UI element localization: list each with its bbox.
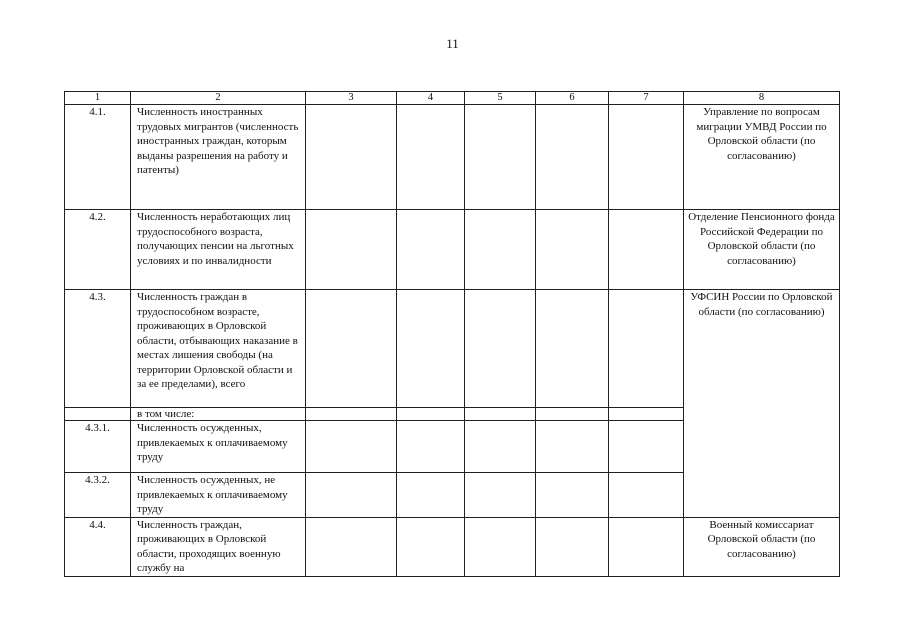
header-cell: 5 bbox=[465, 92, 536, 105]
value-cell bbox=[306, 473, 397, 518]
value-cell bbox=[465, 421, 536, 473]
value-cell bbox=[465, 290, 536, 408]
value-cell bbox=[536, 473, 609, 518]
value-cell bbox=[609, 210, 684, 290]
value-cell bbox=[306, 290, 397, 408]
value-cell bbox=[536, 290, 609, 408]
table-row bbox=[65, 290, 840, 408]
table-row bbox=[65, 105, 840, 210]
responsible-body: Отделение Пенсионного фонда Российской Федерации по Орловской области (по согласованию) bbox=[684, 210, 840, 290]
value-cell bbox=[397, 105, 465, 210]
indicator-name: Численность осужденных, привлекаемых к оплачиваемому труду bbox=[131, 421, 306, 473]
header-cell: 1 bbox=[65, 92, 131, 105]
value-cell bbox=[465, 517, 536, 576]
page-number: 11 bbox=[446, 36, 459, 51]
responsible-body: Военный комиссариат Орловской области (по согласованию) bbox=[684, 517, 840, 576]
indicator-subheading: в том числе: bbox=[131, 408, 306, 421]
value-cell bbox=[306, 408, 397, 421]
responsible-body: Управление по вопросам миграции УМВД России по Орловской области (по согласованию) bbox=[684, 105, 840, 210]
value-cell bbox=[609, 105, 684, 210]
value-cell bbox=[536, 517, 609, 576]
value-cell bbox=[397, 290, 465, 408]
value-cell bbox=[465, 473, 536, 518]
row-number: 4.2. bbox=[65, 210, 131, 290]
row-number: 4.1. bbox=[65, 105, 131, 210]
value-cell bbox=[465, 105, 536, 210]
value-cell bbox=[306, 210, 397, 290]
value-cell bbox=[609, 421, 684, 473]
indicator-name: Численность граждан в трудоспособном возрасте, проживающих в Орловской области, отбывающих наказание в местах лишения свободы (на территории Орловской области и за ее пределами), всего bbox=[131, 290, 306, 408]
value-cell bbox=[609, 408, 684, 421]
header-row bbox=[65, 92, 840, 105]
row-number: 4.3.2. bbox=[65, 473, 131, 518]
value-cell bbox=[609, 290, 684, 408]
indicator-name: Численность иностранных трудовых мигрантов (численность иностранных граждан, которым выданы разрешения на работу и патенты) bbox=[131, 105, 306, 210]
value-cell bbox=[397, 517, 465, 576]
indicator-name: Численность неработающих лиц трудоспособного возраста, получающих пенсии на льготных условиях и по инвалидности bbox=[131, 210, 306, 290]
header-cell: 4 bbox=[397, 92, 465, 105]
value-cell bbox=[536, 421, 609, 473]
value-cell bbox=[397, 408, 465, 421]
responsible-body: УФСИН России по Орловской области (по согласованию) bbox=[684, 290, 840, 518]
indicators-table bbox=[64, 91, 840, 577]
value-cell bbox=[465, 210, 536, 290]
value-cell bbox=[397, 421, 465, 473]
value-cell bbox=[536, 210, 609, 290]
table-row bbox=[65, 210, 840, 290]
value-cell bbox=[536, 105, 609, 210]
header-cell: 2 bbox=[131, 92, 306, 105]
value-cell bbox=[306, 421, 397, 473]
value-cell bbox=[609, 473, 684, 518]
value-cell bbox=[306, 517, 397, 576]
table-row bbox=[65, 517, 840, 576]
header-cell: 6 bbox=[536, 92, 609, 105]
header-cell: 7 bbox=[609, 92, 684, 105]
value-cell bbox=[306, 105, 397, 210]
value-cell bbox=[609, 517, 684, 576]
indicator-name: Численность осужденных, не привлекаемых к оплачиваемому труду bbox=[131, 473, 306, 518]
value-cell bbox=[397, 210, 465, 290]
indicator-name: Численность граждан, проживающих в Орловской области, проходящих военную службу на bbox=[131, 517, 306, 576]
value-cell bbox=[536, 408, 609, 421]
row-number bbox=[65, 408, 131, 421]
value-cell bbox=[397, 473, 465, 518]
value-cell bbox=[465, 408, 536, 421]
row-number: 4.3. bbox=[65, 290, 131, 408]
header-cell: 8 bbox=[684, 92, 840, 105]
row-number: 4.3.1. bbox=[65, 421, 131, 473]
row-number: 4.4. bbox=[65, 517, 131, 576]
header-cell: 3 bbox=[306, 92, 397, 105]
